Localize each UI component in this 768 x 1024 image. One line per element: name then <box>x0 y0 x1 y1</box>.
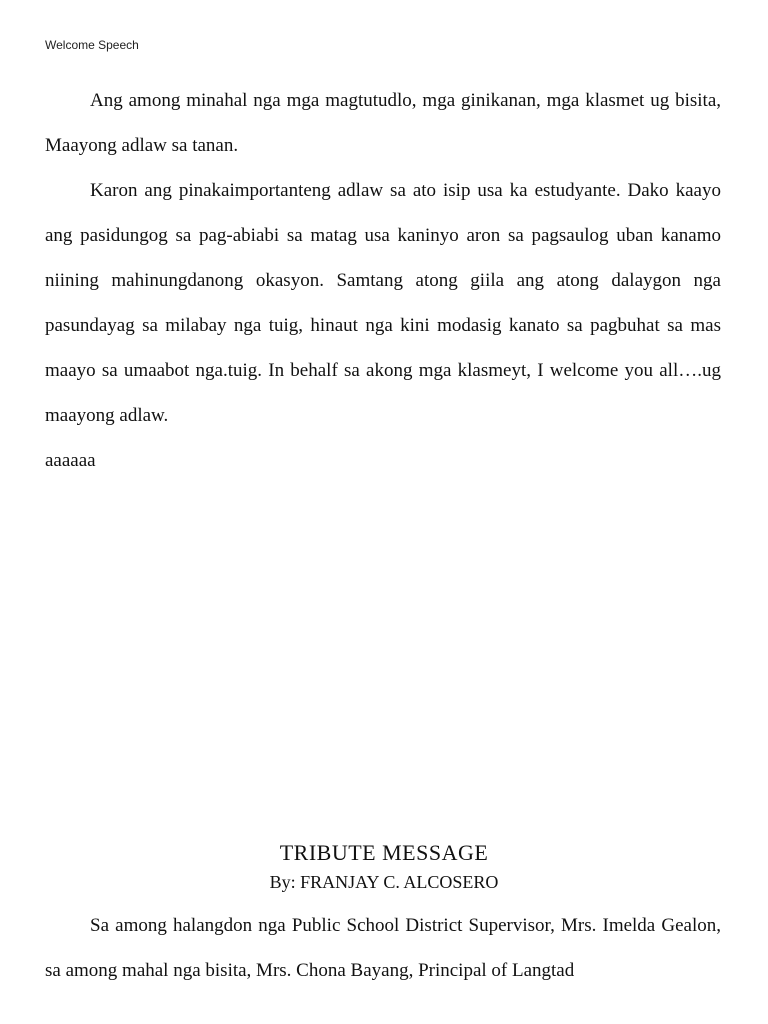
welcome-trailing-text: aaaaaa <box>45 450 96 471</box>
page-header: Welcome Speech <box>45 38 139 52</box>
welcome-paragraph-2: Karon ang pinakaimportanteng adlaw sa ato isip usa ka estudyante. Dako kaayo ang pasidungog sa pag-abiabi sa matag usa kaninyo aron sa pagsaulog uban kanamo niining mahinungdanong okasyon. Samtang atong giila ang atong dalaygon nga pasundayag sa milabay nga tuig, hinaut nga kini modasig kanato sa pagbuhat sa mas maayo sa umaabot nga.tuig. In behalf sa akong mga klasmeyt, I welcome you all….ug maayong adlaw. <box>45 180 721 426</box>
welcome-paragraph-1: Ang among minahal nga mga magtutudlo, mga ginikanan, mga klasmet ug bisita, Maayong adlaw sa tanan. <box>45 90 721 156</box>
tribute-paragraph-1: Sa among halangdon nga Public School District Supervisor, Mrs. Imelda Gealon, sa among mahal nga bisita, Mrs. Chona Bayang, Principal of Langtad <box>45 915 721 981</box>
tribute-byline: By: FRANJAY C. ALCOSERO <box>269 872 499 892</box>
tribute-title: TRIBUTE MESSAGE <box>279 840 489 865</box>
